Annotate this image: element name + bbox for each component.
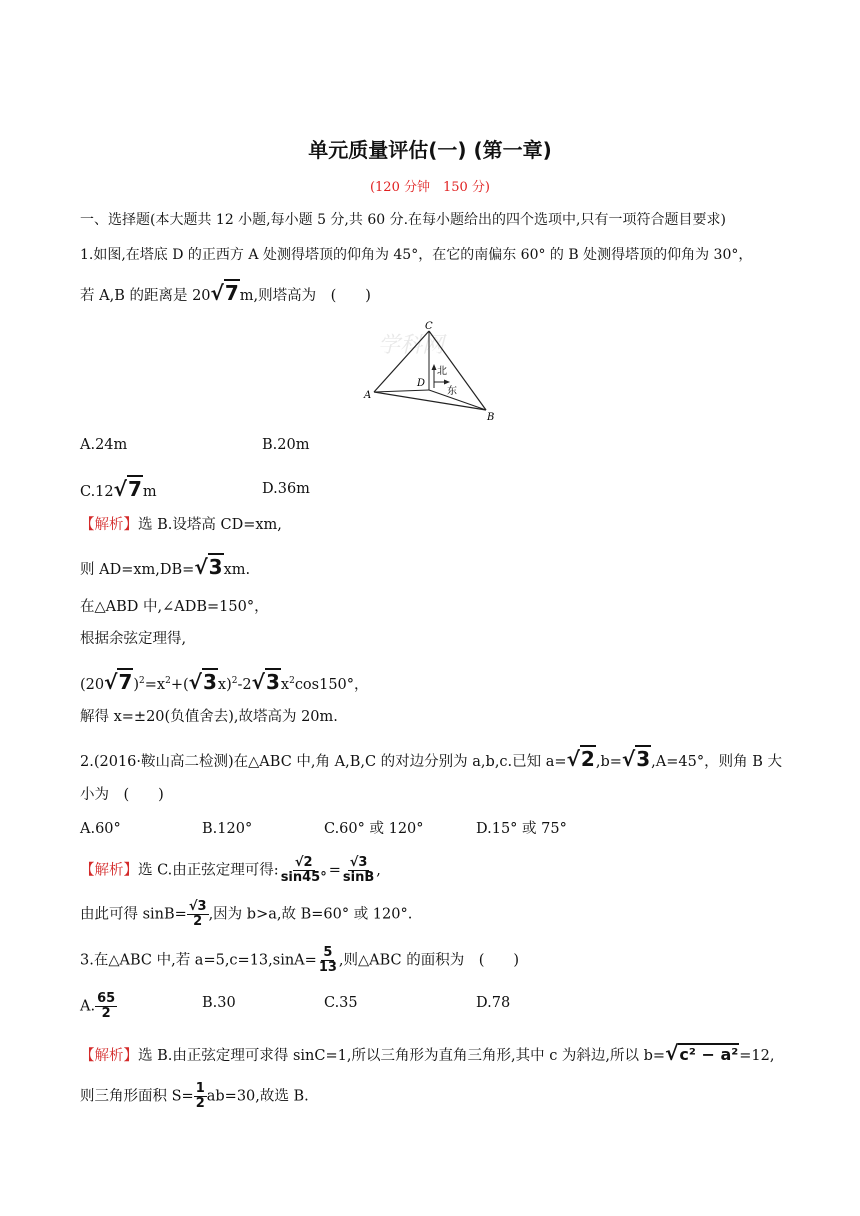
q1-stem-tail: m,则塔高为 ( ): [239, 288, 371, 304]
q1-stem-line2: [80, 282, 371, 307]
q2-option-a: A.60°: [80, 821, 121, 837]
tower-diagram: [360, 318, 520, 428]
page-subtitle: (120 分钟 150 分): [369, 180, 491, 195]
q1-analysis-line6: 解得 x=±20(负值舍去),故塔高为 20m.: [80, 709, 338, 725]
q2-stem-line2: 小为 ( ): [80, 787, 164, 803]
fraction: $\frac{√3}{2}$: [188, 899, 207, 929]
sqrt-3: √3: [194, 555, 223, 579]
analysis-tag: 【解析】: [80, 517, 138, 533]
q3-option-b: B.30: [202, 995, 236, 1011]
sqrt-7: √7: [210, 281, 239, 305]
q1-option-a: A.24m: [80, 437, 128, 453]
analysis-tag: 【解析】: [80, 1048, 138, 1064]
q1-option-d: D.36m: [262, 481, 310, 497]
fraction: $\frac{65}{2}$: [97, 991, 116, 1021]
fraction: $\frac{√2}{\sin 45^\circ}$: [280, 855, 327, 885]
north-label: 北: [437, 366, 447, 377]
q1-analysis-line3: 在△ABD 中,∠ADB=150°，: [80, 599, 269, 615]
vertex-d-label: D: [417, 378, 426, 389]
q2-option-d: D.15° 或 75°: [476, 821, 567, 837]
q1-option-c: C.12√7m: [80, 477, 157, 501]
sqrt-expression: √c² − a²: [665, 1041, 739, 1065]
q2-option-c: C.60° 或 120°: [324, 821, 424, 837]
q2-stem-line1: 2.(2016·鞍山高二检测)在△ABC 中,角 A,B,C 的对边分别为 a,b,c.已知 a=√2,b=√3,A=45°，则角 B 大: [80, 747, 782, 771]
page-title: 单元质量评估(一) (第一章): [308, 138, 552, 162]
fraction: $\frac{√3}{\sin B}$: [342, 855, 375, 885]
q3-option-d: D.78: [476, 995, 511, 1011]
vertex-a-label: A: [364, 390, 372, 401]
section-heading: 一、选择题(本大题共 12 小题,每小题 5 分,共 60 分.在每小题给出的四个选项中,只有一项符合题目要求): [80, 212, 726, 228]
q2-analysis-line2: 由此可得 sinB= $\frac{√3}{2}$ ,因为 b>a,故 B=60° 或 120°.: [80, 899, 413, 929]
q1-analysis-line4: 根据余弦定理得,: [80, 631, 187, 647]
q3-option-c: C.35: [324, 995, 358, 1011]
q1-stem-line1: 1.如图,在塔底 D 的正西方 A 处测得塔顶的仰角为 45°，在它的南偏东 60° 的 B 处测得塔顶的仰角为 30°，: [80, 247, 753, 263]
q1-analysis-line2: 则 AD=xm,DB=√3xm.: [80, 555, 251, 579]
east-label: 东: [447, 386, 457, 397]
q1-figure: [360, 318, 520, 428]
sqrt-2: √2: [566, 747, 595, 771]
q2-analysis-line1: 【解析】选 C.由正弦定理可得: $\frac{√2}{\sin 45^\circ}$ = $\frac{√3}{\sin B}$ ,: [80, 855, 381, 885]
watermark: 学科网: [378, 332, 445, 357]
sqrt-7: √7: [113, 477, 142, 501]
q1-option-b: B.20m: [262, 437, 310, 453]
q3-option-a: A. $\frac{65}{2}$: [80, 991, 116, 1021]
q1-analysis-line1: 【解析】选 B.设塔高 CD=xm,: [80, 517, 282, 533]
vertex-c-label: C: [425, 321, 433, 332]
sqrt-3: √3: [621, 747, 651, 771]
vertex-b-label: B: [487, 412, 495, 423]
fraction: $\frac{5}{13}$: [318, 945, 337, 975]
analysis-tag: 【解析】: [80, 862, 138, 879]
q3-analysis-line2: 则三角形面积 S= $\frac{1}{2}$ ab=30,故选 B.: [80, 1081, 309, 1111]
fraction: $\frac{1}{2}$: [195, 1081, 205, 1111]
q1-stem-text: 若 A,B 的距离是 20: [80, 288, 211, 304]
q1-analysis-line5: $(20√7)^2=x^2+(√3x)^2-2√3x^2\cos 150^\circ$，: [80, 669, 369, 694]
q3-stem-line1: 3.在△ABC 中,若 a=5,c=13,sinA= $\frac{5}{13}$ ,则△ABC 的面积为 ( ): [80, 945, 520, 975]
q2-option-b: B.120°: [202, 821, 253, 837]
q3-analysis-line1: 【解析】选 B.由正弦定理可求得 sinC=1,所以三角形为直角三角形,其中 c 为斜边,所以 b=√c² − a²=12,: [80, 1041, 775, 1065]
